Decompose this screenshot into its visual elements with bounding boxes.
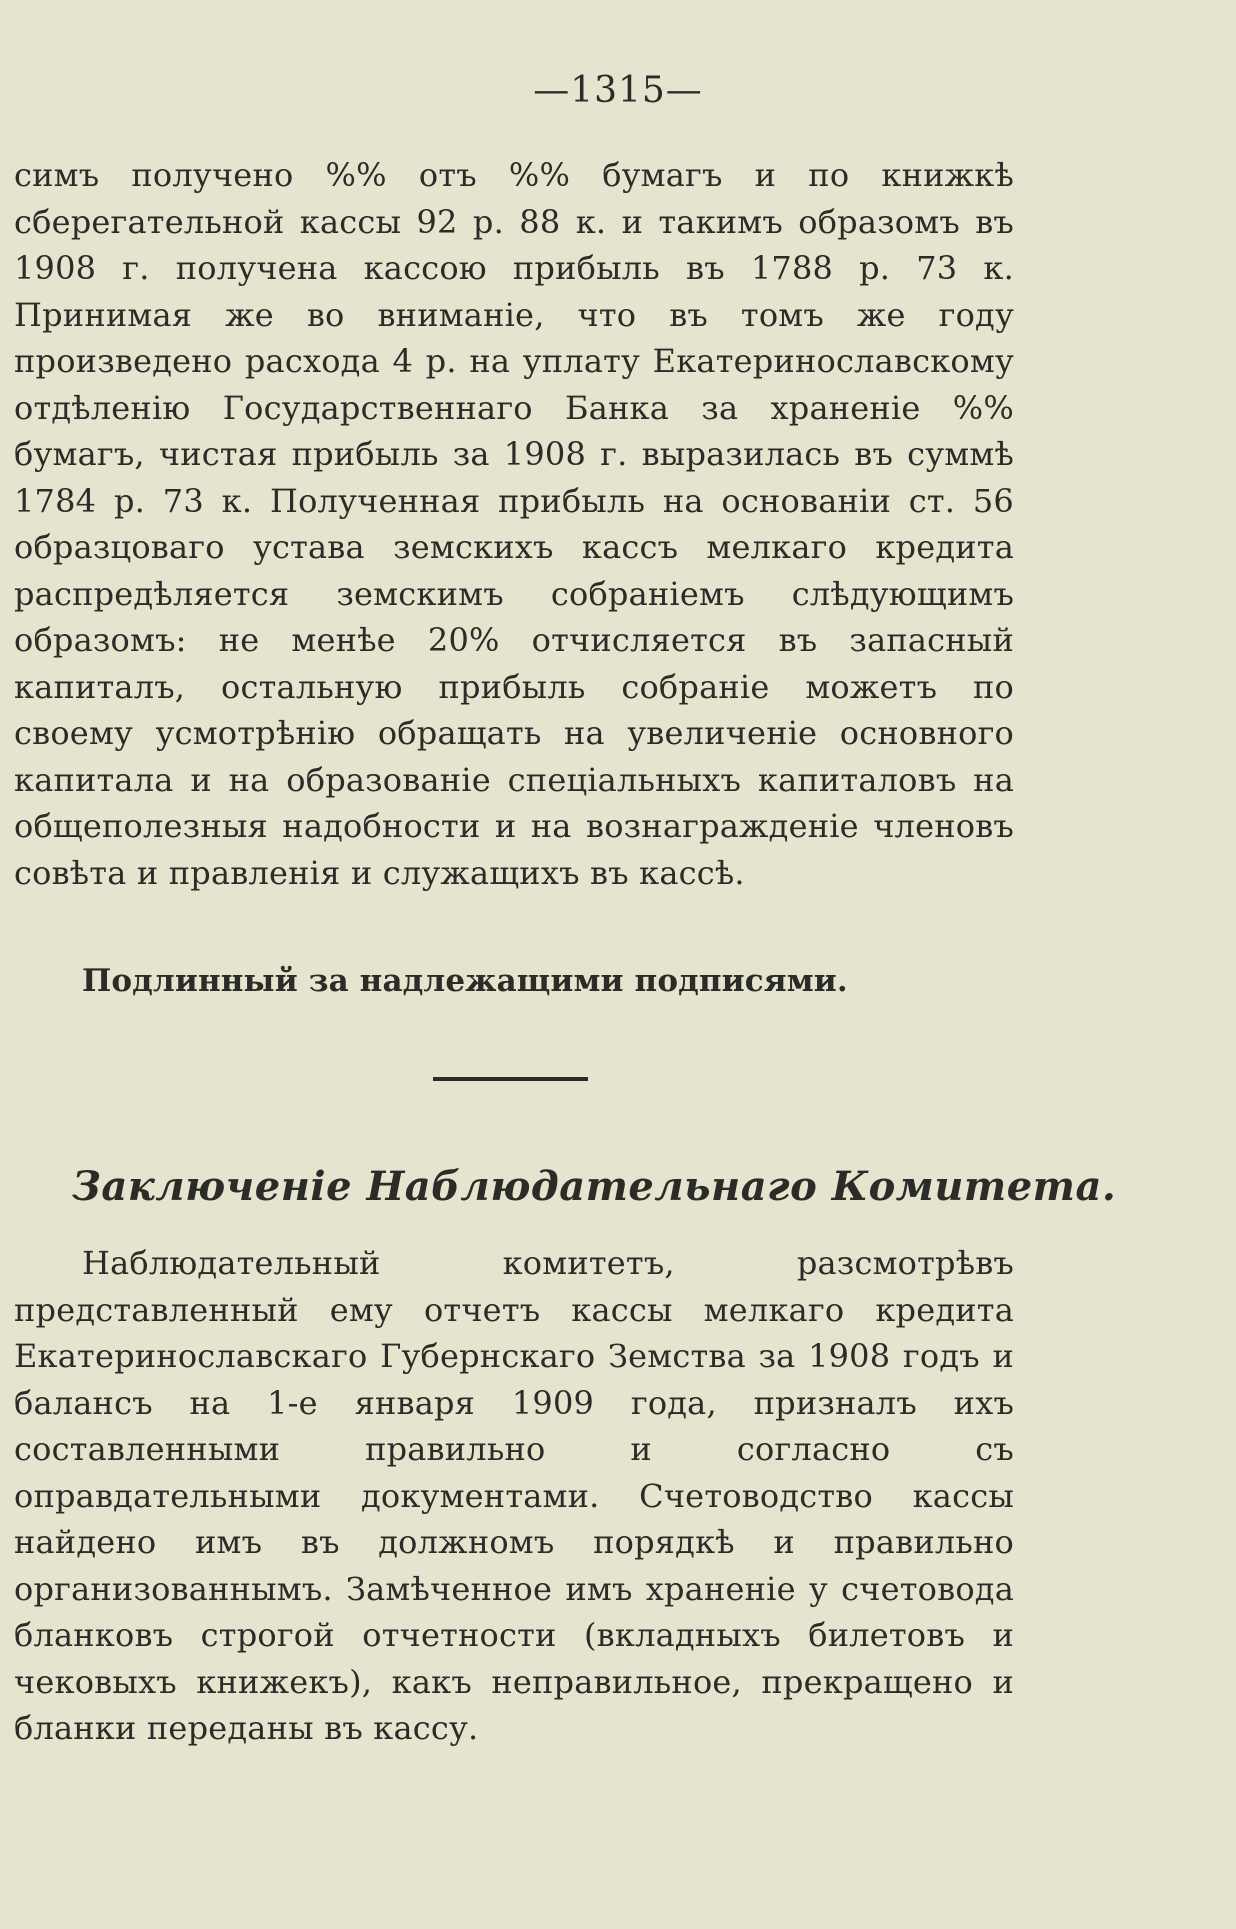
paragraph-committee-conclusion-text: Наблюдательный комитетъ, разсмотрѣвъ представленный ему отчетъ кассы мелкаго кредита Екатеринославскаго Губернскаго Земства за 1908 годъ и балансъ на 1-е января 1909 года, призналъ ихъ составленными правильно и согласно съ оправдательными документами. Счетоводство кассы найдено имъ въ должномъ порядкѣ и правильно организованнымъ. Замѣченное имъ храненіе у счетовода бланковъ строгой отчетности (вкладныхъ билетовъ и чековыхъ книжекъ), какъ неправильное, прекращено и бланки переданы въ кассу. <box>14 1244 1014 1747</box>
section-divider <box>433 1077 588 1081</box>
paragraph-profit-report-text: симъ получено %% отъ %% бумагъ и по книжкѣ сберегательной кассы 92 р. 88 к. и такимъ образомъ въ 1908 г. получена кассою прибыль въ 1788 р. 73 к. Принимая же во вниманіе, что въ томъ же году произведено расхода 4 р. на уплату Екатеринославскому отдѣленію Государственнаго Банка за храненіе %% бумагъ, чистая прибыль за 1908 г. выразилась въ суммѣ 1784 р. 73 к. Полученная прибыль на основаніи ст. 56 образцоваго устава земскихъ кассъ мелкаго кредита распредѣляется земскимъ собраніемъ слѣдующимъ образомъ: не менѣе 20% отчисляется въ запасный капиталъ, остальную прибыль собраніе можетъ по своему усмотрѣнію обращать на увеличеніе основного капитала и на образованіе спеціальныхъ капиталовъ на общеполезныя надобности и на вознагражденіе членовъ совѣта и правленія и служащихъ въ кассѣ. <box>14 156 1014 892</box>
section-heading: Заключеніе Наблюдательнаго Комитета. <box>72 1163 1117 1210</box>
paragraph-profit-report <box>14 152 1014 896</box>
signature-note: Подлинный за надлежащими подписями. <box>82 963 848 999</box>
paragraph-committee-conclusion <box>14 1240 1014 1752</box>
page-number: —1315— <box>533 70 703 111</box>
